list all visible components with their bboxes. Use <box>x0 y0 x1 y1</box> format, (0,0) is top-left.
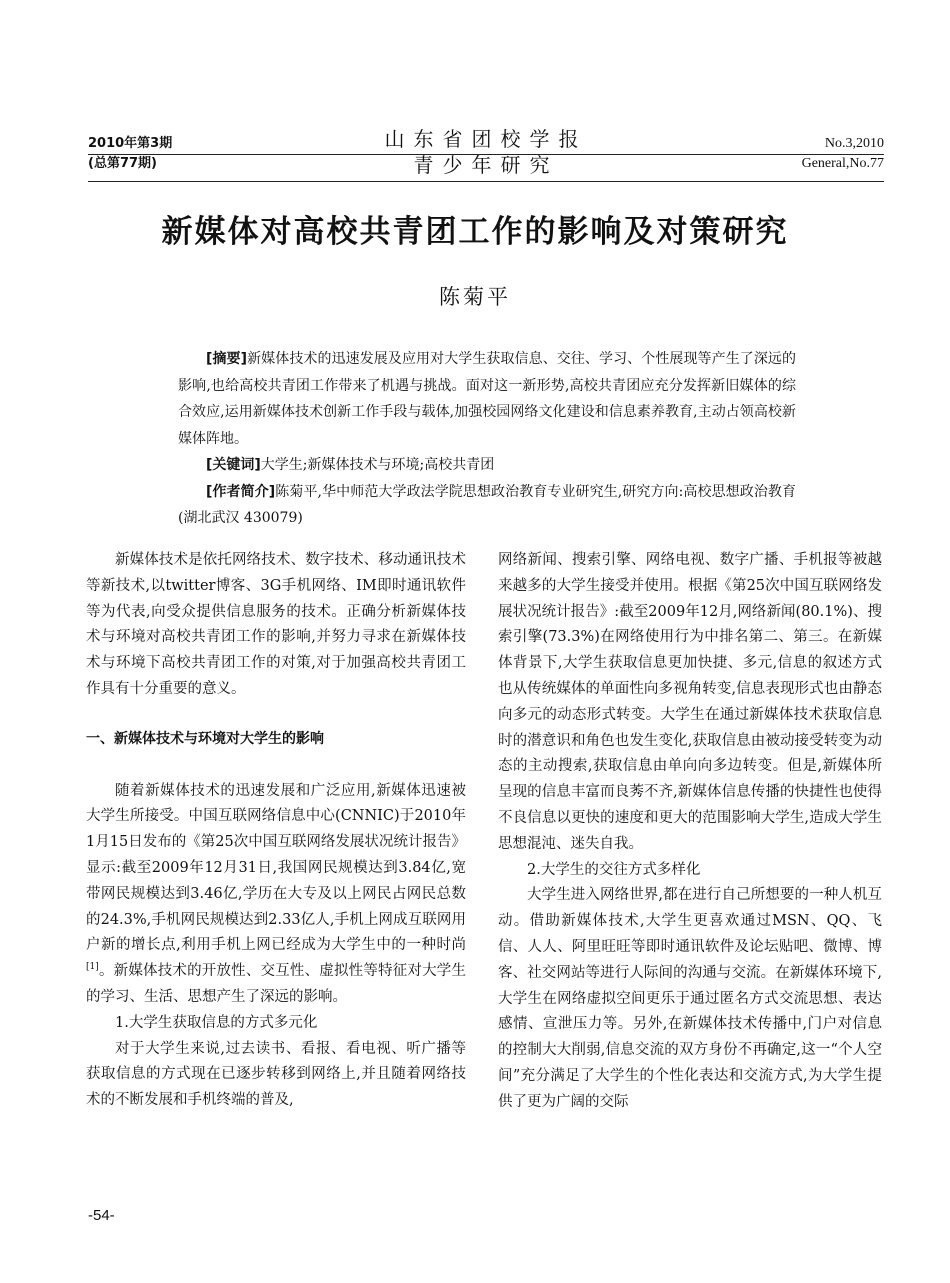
section-heading-1: 一、新媒体技术与环境对大学生的影响 <box>86 730 324 747</box>
issue-number: 2010年第3期 <box>88 136 173 151</box>
reference-marker[interactable]: [1] <box>86 962 99 973</box>
journal-name: 山东省团校学报 <box>384 127 588 151</box>
page-number: -54- <box>88 1207 115 1224</box>
intro-paragraph: 新媒体技术是依托网络技术、数字技术、移动通讯技术等新技术,以twitter博客、3G手机网络、IM即时通讯软件等为代表,向受众提供信息服务的技术。正确分析新媒体技术与环境对高校共青团工作的影响,并努力寻求在新媒体技术与环境下高校共青团工作的对策,对于加强高校共青团工作具有十分重要的意义。 <box>86 552 466 697</box>
subsection-heading-2: 2.大学生的交往方式多样化 <box>527 861 701 878</box>
article-title: 新媒体对高校共青团工作的影响及对策研究 <box>161 214 789 250</box>
abstract-text: 新媒体技术的迅速发展及应用对大学生获取信息、交往、学习、个性展现等产生了深远的影响,也给高校共青团工作带来了机遇与挑战。面对这一新形势,高校共青团应充分发挥新旧媒体的综合效应,运用新媒体技术创新工作手段与载体,加强校园网络文化建设和信息素养教育,主动占领高校新媒体阵地。 <box>178 351 797 447</box>
author-bio <box>178 479 796 532</box>
paragraph-continued: 网络新闻、搜索引擎、网络电视、数字广播、手机报等被越来越多的大学生接受并使用。根据《第25次中国互联网络发展状况统计报告》:截至2009年12月,网络新闻(80.1%)、搜索引擎(73.3%)在网络使用行为中排名第二、第三。在新媒体背景下,大学生获取信息更加快捷、多元,信息的叙述方式也从传统媒体的单面性向多视角转变,信息表现形式也由静态向多元的动态形式转变。大学生在通过新媒体技术获取信息时的潜意识和角色也发生变化,获取信息由被动接受转变为动态的主动搜索,获取信息由单向向多边转变。但是,新媒体所呈现的信息丰富而良莠不齐,新媒体信息传播的快捷性也使得不良信息以更快的速度和更大的范围影响大学生,造成大学生思想混沌、迷失自我。 <box>498 552 882 852</box>
header-rule-top <box>88 154 884 155</box>
keywords-text: 大学生;新媒体技术与环境;高校共青团 <box>260 457 495 473</box>
issue-number-en: No.3,2010 <box>824 136 884 151</box>
header-rule-bottom <box>88 181 884 182</box>
body-column-right <box>498 548 882 1116</box>
paragraph-text: 随着新媒体技术的迅速发展和广泛应用,新媒体迅速被大学生所接受。中国互联网络信息中心(CNNIC)于2010年1月15日发布的《第25次中国互联网络发展状况统计报告》显示:截至2009年12月31日,我国网民规模达到3.84亿,宽带网民规模达到3.46亿,学历在大专及以上网民占网民总数的24.3%,手机网民规模达到2.33亿人,手机上网成互联网用户新的增长点,利用手机上网已经成为大学生中的一种时尚 <box>86 782 466 954</box>
body-column-left <box>86 548 466 1114</box>
keywords <box>178 452 796 479</box>
article-author: 陈菊平 <box>439 285 511 309</box>
paragraph-communication: 大学生进入网络世界,都在进行自己所想要的一种人机互动。借助新媒体技术,大学生更喜欢通过MSN、QQ、飞信、人人、阿里旺旺等即时通讯软件及论坛贴吧、微博、博客、社交网站等进行人际间的沟通与交流。在新媒体环境下,大学生在网络虚拟空间更乐于通过匿名方式交流思想、表达感情、宣泄压力等。另外,在新媒体技术传播中,门户对信息的控制大大削弱,信息交流的双方身份不再确定,这一“个人空间”充分满足了大学生的个性化表达和交流方式,为大学生提供了更为广阔的交际 <box>498 887 882 1110</box>
author-bio-tag: [作者简介] <box>206 483 276 500</box>
keywords-tag: [关键词] <box>206 457 261 473</box>
issue-total-en: General,No.77 <box>801 156 884 171</box>
abstract <box>178 346 796 452</box>
abstract-block <box>178 346 796 532</box>
journal-title-block <box>88 126 884 178</box>
issue-total: (总第77期) <box>88 156 157 171</box>
paragraph-cnnic-stats <box>86 779 466 1011</box>
paragraph-info-access: 对于大学生来说,过去读书、看报、看电视、听广播等获取信息的方式现在已逐步转移到网络上,并且随着网络技术的不断发展和手机终端的普及, <box>86 1040 466 1109</box>
subsection-heading-1: 1.大学生获取信息的方式多元化 <box>115 1014 318 1031</box>
author-bio-text: 陈菊平,华中师范大学政法学院思想政治教育专业研究生,研究方向:高校思想政治教育(湖北武汉 430079) <box>178 483 797 526</box>
abstract-tag: [摘要] <box>206 351 248 367</box>
journal-subtitle: 青少年研究 <box>413 153 559 177</box>
journal-header <box>88 126 884 182</box>
paragraph-text: 。新媒体技术的开放性、交互性、虚拟性等特征对大学生的学习、生活、思想产生了深远的影响。 <box>86 963 466 1005</box>
